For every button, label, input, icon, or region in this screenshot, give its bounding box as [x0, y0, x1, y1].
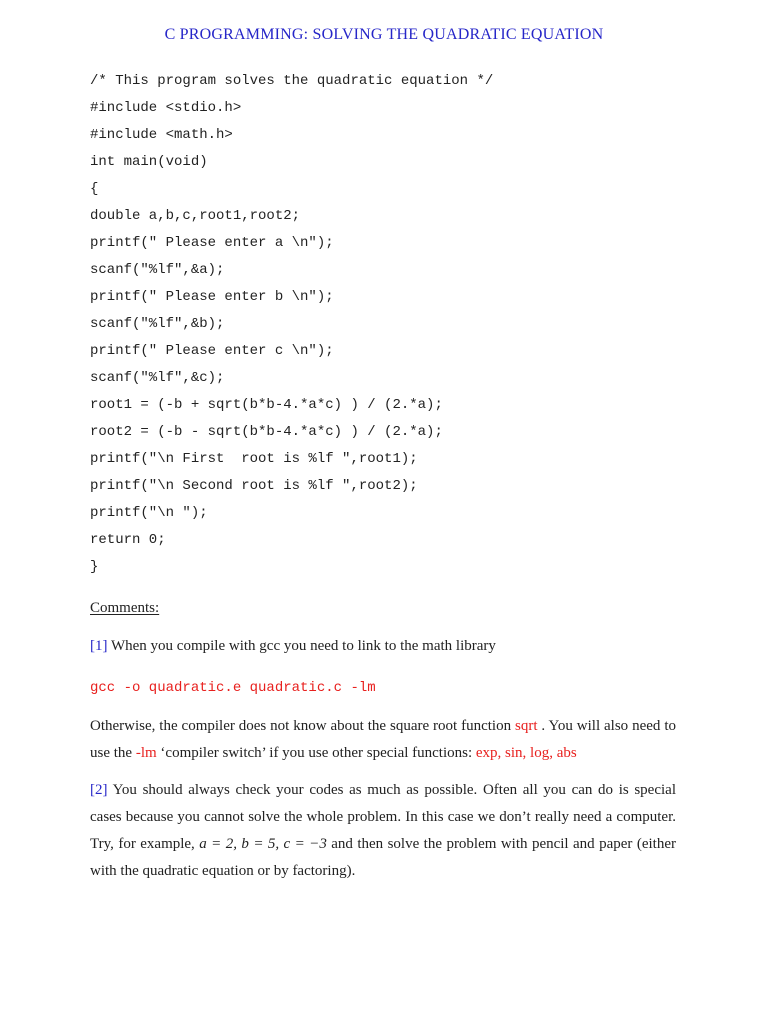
- lm-switch: -lm: [135, 745, 157, 761]
- code-line: #include <stdio.h>: [90, 100, 242, 116]
- code-line: #include <math.h>: [90, 127, 233, 143]
- code-line: scanf("%lf",&c);: [90, 370, 225, 386]
- code-line: int main(void): [90, 154, 208, 170]
- code-line: printf("\n ");: [90, 505, 208, 521]
- comment-1-intro: [90, 633, 676, 660]
- code-line: scanf("%lf",&b);: [90, 316, 225, 332]
- comment-1-details: [90, 713, 676, 767]
- comments-heading: Comments:: [90, 600, 160, 616]
- comment-1-detail-text: . You will also need to use the: [90, 718, 676, 761]
- comment-2-text: and then solve the problem with pencil and paper (either with the quadratic equation or by factoring).: [90, 836, 676, 879]
- code-line: scanf("%lf",&a);: [90, 262, 225, 278]
- code-line: {: [90, 181, 99, 197]
- code-line: return 0;: [90, 532, 166, 548]
- example-values: a = 2, b = 5, c = −3: [199, 836, 327, 852]
- code-line: double a,b,c,root1,root2;: [90, 208, 301, 224]
- comment-2-text: You should always check your codes as much as possible. Often all you can do is special cases because you cannot solve the whole problem. In this case we don’t really need a computer. Try, for example,: [90, 782, 676, 852]
- comment-2: [90, 777, 676, 885]
- compile-command: gcc -o quadratic.e quadratic.c -lm: [90, 680, 376, 696]
- reference-link-2[interactable]: [2]: [90, 782, 108, 798]
- comment-1-detail-text: ‘compiler switch’ if you use other special functions:: [156, 745, 476, 761]
- code-listing: [90, 68, 690, 581]
- code-line: printf(" Please enter c \n");: [90, 343, 334, 359]
- comment-1-text: When you compile with gcc you need to link to the math library: [107, 638, 496, 654]
- code-line: printf(" Please enter a \n");: [90, 235, 334, 251]
- code-line: printf(" Please enter b \n");: [90, 289, 334, 305]
- comment-1-detail-text: Otherwise, the compiler does not know about the square root function: [90, 718, 516, 734]
- code-line: root1 = (-b + sqrt(b*b-4.*a*c) ) / (2.*a);: [90, 397, 443, 413]
- special-functions-list: exp, sin, log, abs: [475, 745, 577, 761]
- code-line: printf("\n Second root is %lf ",root2);: [90, 478, 418, 494]
- code-line: printf("\n First root is %lf ",root1);: [90, 451, 418, 467]
- code-line: root2 = (-b - sqrt(b*b-4.*a*c) ) / (2.*a);: [90, 424, 443, 440]
- code-line: /* This program solves the quadratic equation */: [90, 73, 494, 89]
- code-line: }: [90, 559, 99, 575]
- reference-link-1[interactable]: [1]: [90, 638, 108, 654]
- page-title: C PROGRAMMING: SOLVING THE QUADRATIC EQUATION: [164, 26, 604, 43]
- sqrt-function-name: sqrt: [515, 718, 538, 734]
